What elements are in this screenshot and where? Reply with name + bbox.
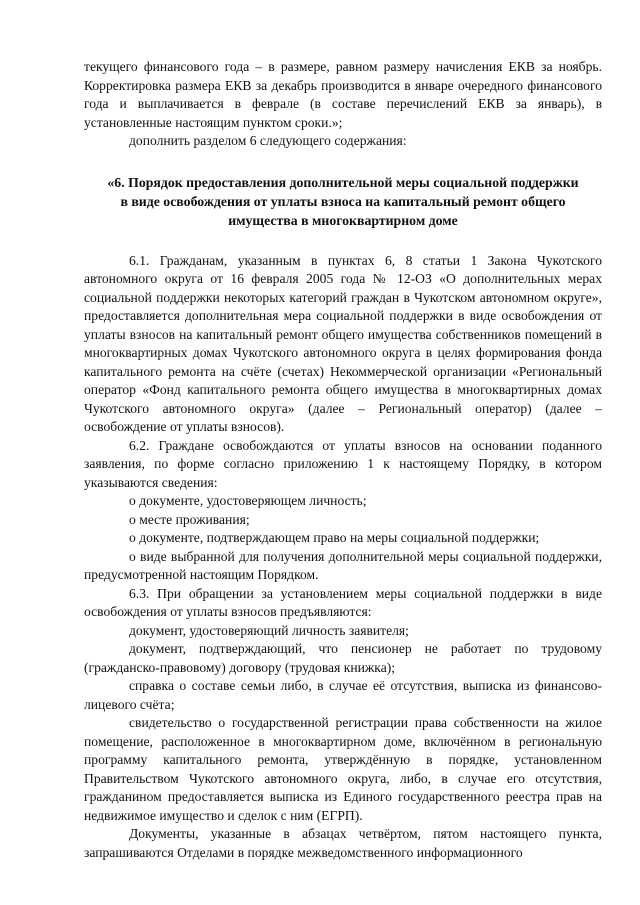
list-item: документ, удостоверяющий личность заявителя;: [129, 622, 409, 638]
section-heading-line: в виде освобождения от уплаты взноса на капитальный ремонт общего: [120, 193, 566, 209]
list-item: справка о составе семьи либо, в случае её отсутствия, выписка из финансово-лицевого счёта;: [84, 678, 602, 712]
section-heading-line: «6. Порядок предоставления дополнительной меры социальной поддержки: [107, 174, 579, 190]
list-item: документ, подтверждающий, что пенсионер не работает по трудовому (гражданско-правовому) договору (трудовая книжка);: [84, 641, 602, 675]
section-heading: [84, 173, 602, 230]
list-item: о документе, подтверждающем право на меры социальной поддержки;: [129, 530, 540, 545]
paragraph-continuation: текущего финансового года – в размере, равном размеру начисления ЕКВ за ноябрь. Корректировка размера ЕКВ за декабрь производится в январе очередного финансового года и выплачивается в феврале (в составе перечислений ЕКВ за январь), в установленные настоящим пунктом сроки.»;: [84, 59, 602, 130]
paragraph-6-2: 6.2. Граждане освобождаются от уплаты взносов на основании поданного заявления, по форме согласно приложению 1 к настоящему Порядку, в котором указываются сведения:: [84, 437, 602, 490]
paragraph-6-1: 6.1. Гражданам, указанным в пунктах 6, 8 статьи 1 Закона Чукотского автономного округа от 16 февраля 2005 года № 12-ОЗ «О дополнительных мерах социальной поддержки некоторых категорий граждан в Чукотском автономном округе», предоставляется дополнительная мера социальной поддержки в виде освобождения от уплаты взносов на капитальный ремонт общего имущества собственников помещений в многоквартирных домах Чукотского автономного округа в целях формирования фонда капитального ремонта на счёте (счетах) Некоммерческой организации «Региональный оператор «Фонд капитального ремонта общего имущества в многоквартирных домах Чукотского автономного округа» (далее – Региональный оператор) (далее – освобождение от уплаты взносов).: [84, 252, 602, 434]
paragraph-add-section: дополнить разделом 6 следующего содержания:: [129, 133, 407, 148]
paragraph-6-3: 6.3. При обращении за установлением меры социальной поддержки в виде освобождения от уплаты взносов предъявляются:: [84, 585, 602, 619]
list-item: о документе, удостоверяющем личность;: [129, 493, 367, 508]
list-item: о месте проживания;: [129, 511, 250, 527]
list-item: свидетельство о государственной регистрации права собственности на жилое помещение, расположенное в многоквартирном доме, включённом в региональную программу капитального ремонта, утверждённую в порядке, установленном Правительством Чукотского автономного округа, либо, в случае его отсутствия, гражданином предоставляется выписка из Единого государственного реестра прав на недвижимое имущество и сделок с ним (ЕГРП).: [84, 715, 602, 823]
list-item: о виде выбранной для получения дополнительной меры социальной поддержки, предусмотренной настоящим Порядком.: [84, 548, 602, 582]
section-heading-line: имущества в многоквартирном доме: [228, 212, 458, 228]
document-page: [84, 58, 602, 862]
paragraph-documents: Документы, указанные в абзацах четвёртом, пятом настоящего пункта, запрашиваются Отделами в порядке межведомственного информационного: [84, 826, 602, 860]
